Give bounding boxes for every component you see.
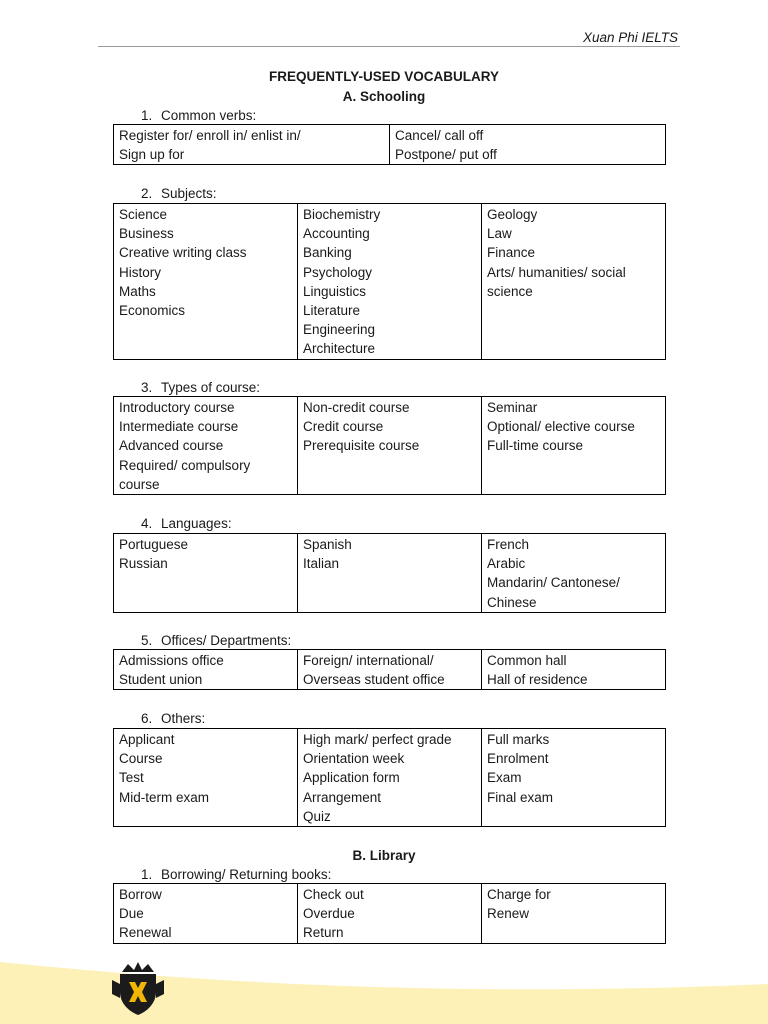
table-cell bbox=[114, 125, 390, 165]
list-item: Exam bbox=[487, 770, 522, 786]
list-item: Full-time course bbox=[487, 438, 584, 454]
group-heading-borrowing: 1. Borrowing/ Returning books: bbox=[141, 867, 332, 882]
document-title: FREQUENTLY-USED VOCABULARY bbox=[268, 69, 500, 84]
table-cell bbox=[298, 729, 482, 827]
list-item: Engineering bbox=[303, 322, 376, 338]
list-item: Portuguese bbox=[119, 537, 189, 552]
list-item: Postpone/ put off bbox=[395, 147, 497, 163]
table-cell bbox=[482, 397, 666, 495]
table-cell bbox=[298, 884, 482, 944]
table-common-verbs bbox=[113, 124, 666, 165]
table-languages bbox=[113, 533, 666, 613]
list-item: Advanced course bbox=[119, 438, 224, 454]
table-row bbox=[114, 534, 666, 613]
section-a-heading: A. Schooling bbox=[342, 89, 426, 104]
list-item: Foreign/ international/ bbox=[303, 653, 434, 668]
table-cell bbox=[298, 397, 482, 495]
table-cell bbox=[114, 534, 298, 613]
list-item: Full marks bbox=[487, 732, 550, 747]
table-cell bbox=[390, 125, 666, 165]
table-others bbox=[113, 728, 666, 827]
list-item: Sign up for bbox=[119, 147, 185, 163]
group-heading-others: 6. Others: bbox=[141, 711, 206, 726]
table-cell bbox=[298, 204, 482, 360]
table-cell bbox=[482, 884, 666, 944]
list-item: Economics bbox=[119, 303, 186, 319]
list-item: Biochemistry bbox=[303, 207, 381, 222]
list-item: Intermediate course bbox=[119, 419, 239, 435]
list-item: Orientation week bbox=[303, 751, 405, 767]
table-types-of-course bbox=[113, 396, 666, 495]
list-item: Maths bbox=[119, 283, 156, 299]
table-cell bbox=[114, 650, 298, 690]
list-item: Return bbox=[303, 925, 344, 941]
table-offices bbox=[113, 649, 666, 690]
table-cell bbox=[482, 534, 666, 613]
list-item: Creative writing class bbox=[119, 245, 247, 261]
crown-icon bbox=[122, 962, 154, 972]
table-cell bbox=[114, 884, 298, 944]
group-heading-subjects: 2. Subjects: bbox=[141, 186, 217, 201]
list-item: Enrolment bbox=[487, 751, 549, 767]
list-item: Applicant bbox=[119, 732, 175, 747]
list-item: Spanish bbox=[303, 537, 352, 552]
list-item: Due bbox=[119, 906, 144, 922]
list-item: Business bbox=[119, 226, 174, 242]
list-item: science bbox=[487, 283, 533, 299]
table-cell bbox=[298, 534, 482, 613]
list-item: Renewal bbox=[119, 925, 172, 941]
list-item: Non-credit course bbox=[303, 400, 410, 415]
list-item: Geology bbox=[487, 207, 538, 222]
list-item: Overseas student office bbox=[303, 672, 445, 688]
group-heading-offices: 5. Offices/ Departments: bbox=[141, 633, 292, 648]
list-item: Law bbox=[487, 226, 512, 242]
list-item: Mid-term exam bbox=[119, 789, 210, 805]
list-item: Test bbox=[119, 770, 144, 786]
list-item: Credit course bbox=[303, 419, 384, 435]
list-item: Admissions office bbox=[119, 653, 224, 668]
list-item: Charge for bbox=[487, 887, 551, 902]
list-item: Banking bbox=[303, 245, 352, 261]
table-cell bbox=[482, 729, 666, 827]
table-row bbox=[114, 397, 666, 495]
list-item: course bbox=[119, 476, 160, 492]
table-cell bbox=[114, 397, 298, 495]
table-cell bbox=[482, 650, 666, 690]
list-item: Arabic bbox=[487, 556, 526, 572]
list-item: Prerequisite course bbox=[303, 438, 420, 454]
table-cell bbox=[114, 204, 298, 360]
list-item: Mandarin/ Cantonese/ bbox=[487, 575, 620, 591]
list-item: Chinese bbox=[487, 594, 537, 610]
table-cell bbox=[114, 729, 298, 827]
list-item: Common hall bbox=[487, 653, 567, 668]
list-item: Check out bbox=[303, 887, 364, 902]
section-b-heading: B. Library bbox=[352, 848, 416, 863]
list-item: Overdue bbox=[303, 906, 355, 922]
group-heading-languages: 4. Languages: bbox=[141, 516, 232, 531]
crown-shield-logo-icon bbox=[108, 958, 168, 1018]
list-item: Seminar bbox=[487, 400, 538, 415]
list-item: French bbox=[487, 537, 530, 552]
list-item: Register for/ enroll in/ enlist in/ bbox=[119, 128, 301, 143]
table-row bbox=[114, 650, 666, 690]
list-item: Quiz bbox=[303, 808, 331, 824]
table-row bbox=[114, 884, 666, 944]
list-item: Psychology bbox=[303, 264, 373, 280]
table-borrowing bbox=[113, 883, 666, 944]
list-item: High mark/ perfect grade bbox=[303, 732, 452, 747]
list-item: Accounting bbox=[303, 226, 370, 242]
list-item: Final exam bbox=[487, 789, 554, 805]
list-item: Course bbox=[119, 751, 163, 767]
list-item: Architecture bbox=[303, 341, 376, 357]
list-item: Italian bbox=[303, 556, 340, 572]
header-rule bbox=[98, 46, 680, 47]
list-item: Literature bbox=[303, 303, 361, 319]
list-item: Borrow bbox=[119, 887, 162, 902]
list-item: Russian bbox=[119, 556, 168, 572]
group-heading-common-verbs: 1. Common verbs: bbox=[141, 108, 257, 123]
list-item: Arts/ humanities/ social bbox=[487, 264, 626, 280]
list-item: Renew bbox=[487, 906, 530, 922]
table-subjects bbox=[113, 203, 666, 360]
table-cell bbox=[298, 650, 482, 690]
table-row bbox=[114, 729, 666, 827]
list-item: Finance bbox=[487, 245, 536, 261]
brand-label: Xuan Phi IELTS bbox=[582, 30, 678, 45]
list-item: History bbox=[119, 264, 162, 280]
group-heading-types-of-course: 3. Types of course: bbox=[141, 380, 261, 395]
table-cell bbox=[482, 204, 666, 360]
list-item: Application form bbox=[303, 770, 400, 786]
list-item: Arrangement bbox=[303, 789, 382, 805]
list-item: Student union bbox=[119, 672, 203, 688]
table-row bbox=[114, 125, 666, 165]
list-item: Introductory course bbox=[119, 400, 235, 415]
list-item: Linguistics bbox=[303, 283, 367, 299]
table-row bbox=[114, 204, 666, 360]
list-item: Hall of residence bbox=[487, 672, 588, 688]
list-item: Optional/ elective course bbox=[487, 419, 635, 435]
list-item: Science bbox=[119, 207, 168, 222]
list-item: Required/ compulsory bbox=[119, 457, 251, 473]
list-item: Cancel/ call off bbox=[395, 128, 484, 143]
